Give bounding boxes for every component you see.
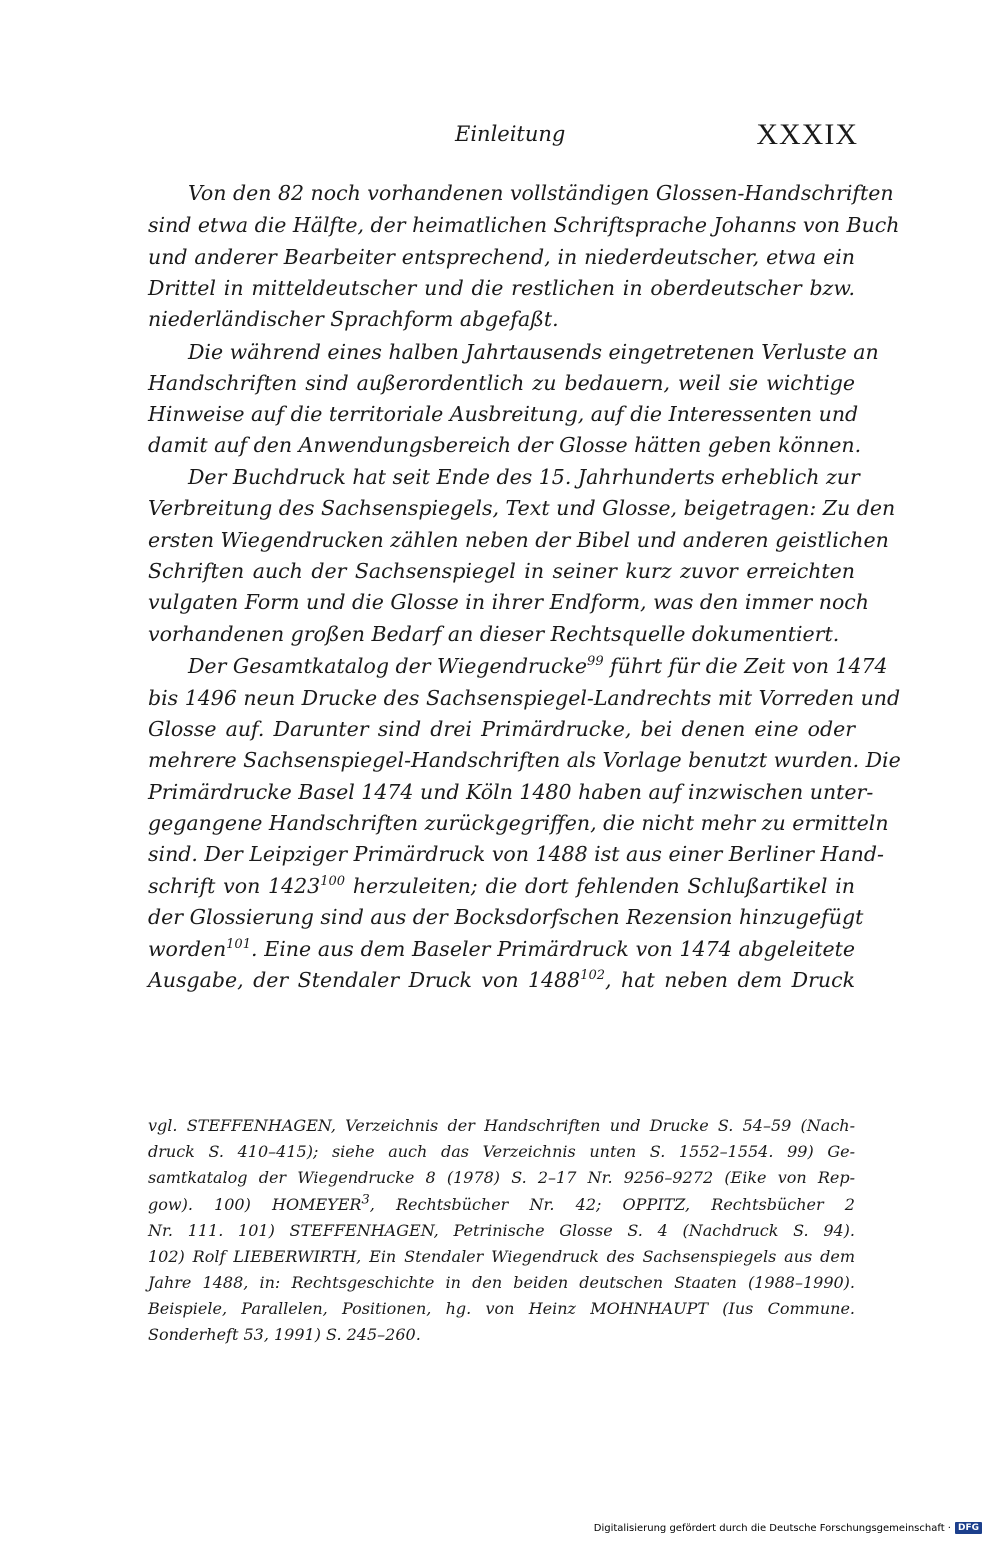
body-line: Von den 82 noch vorhandenen vollständigen Glossen-Handschriften xyxy=(188,181,894,205)
body-line xyxy=(148,871,855,902)
text-run: Der Gesamtkatalog der Wiegendrucke xyxy=(188,654,588,678)
text-run: , hat neben dem Druck xyxy=(605,968,855,992)
text-run: worden xyxy=(148,937,227,961)
text-run: schrift von 1423 xyxy=(148,874,321,898)
body-line: vorhandenen großen Bedarf an dieser Rechtsquelle dokumentiert. xyxy=(148,622,840,646)
body-line: Handschriften sind außerordentlich zu bedauern, weil sie wichtige xyxy=(148,371,855,395)
footnote-ref: 102 xyxy=(580,968,606,984)
body-line: Schriften auch der Sachsenspiegel in seiner kurz zuvor erreichten xyxy=(148,559,855,583)
body-line: der Glossierung sind aus der Bocksdorfschen Rezension hinzugefügt xyxy=(148,905,864,929)
body-line: Die während eines halben Jahrtausends eingetretenen Verluste an xyxy=(188,340,879,364)
digitization-credit xyxy=(594,1522,982,1534)
body-line: vulgaten Form und die Glosse in ihrer Endform, was den immer noch xyxy=(148,590,869,614)
body-line: bis 1496 neun Drucke des Sachsenspiegel-Landrechts mit Vorreden und xyxy=(148,686,901,710)
body-line xyxy=(148,934,855,965)
footnote-line: Beispiele, Parallelen, Positionen, hg. von Heinz MOHNHAUPT (Ius Commune. xyxy=(148,1299,855,1318)
page-number: XXXIX xyxy=(756,118,858,151)
body-line: Verbreitung des Sachsenspiegels, Text und Glosse, beigetragen: Zu den xyxy=(148,496,896,520)
body-line: mehrere Sachsenspiegel-Handschriften als Vorlage benutzt wurden. Die xyxy=(148,748,901,772)
body-line: Glosse auf. Darunter sind drei Primärdrucke, bei denen eine oder xyxy=(148,717,855,741)
body-line: Hinweise auf die territoriale Ausbreitung, auf die Interessenten und xyxy=(148,402,859,426)
credit-text: Digitalisierung gefördert durch die Deutsche Forschungsgemeinschaft · xyxy=(593,1522,951,1534)
text-run: , Rechtsbücher Nr. 42; OPPITZ, Rechtsbücher 2 xyxy=(369,1195,855,1214)
text-run: gow). 100) HOMEYER xyxy=(148,1195,362,1214)
body-line: Der Buchdruck hat seit Ende des 15. Jahrhunderts erheblich zur xyxy=(188,465,860,489)
footnote-line: vgl. STEFFENHAGEN, Verzeichnis der Handschriften und Drucke S. 54–59 (Nach- xyxy=(148,1116,855,1135)
body-line: sind etwa die Hälfte, der heimatlichen Schriftsprache Johanns von Buch xyxy=(148,213,900,237)
footnote-line: 102) Rolf LIEBERWIRTH, Ein Stendaler Wiegendruck des Sachsenspiegels aus dem xyxy=(148,1247,855,1266)
body-line: niederländischer Sprachform abgefaßt. xyxy=(148,307,559,331)
body-line: sind. Der Leipziger Primärdruck von 1488 ist aus einer Berliner Hand- xyxy=(148,842,884,866)
page-header xyxy=(148,118,858,158)
dfg-logo: DFG xyxy=(955,1522,982,1534)
footnote-line: Jahre 1488, in: Rechtsgeschichte in den beiden deutschen Staaten (1988–1990). xyxy=(148,1273,855,1292)
body-line: gegangene Handschriften zurückgegriffen, die nicht mehr zu ermitteln xyxy=(148,811,889,835)
footnote-ref: 101 xyxy=(226,937,251,953)
footnote-line: Sonderheft 53, 1991) S. 245–260. xyxy=(148,1325,421,1344)
text-run: führt für die Zeit von 1474 xyxy=(603,654,888,678)
body-line: Drittel in mitteldeutscher und die restlichen in oberdeutscher bzw. xyxy=(148,276,855,300)
body-line: damit auf den Anwendungsbereich der Glosse hätten geben können. xyxy=(148,433,862,457)
footnote-line xyxy=(148,1192,855,1218)
footnote-ref: 100 xyxy=(320,874,346,890)
body-line xyxy=(188,651,888,682)
text-run: Ausgabe, der Stendaler Druck von 1488 xyxy=(148,968,581,992)
body-line xyxy=(148,965,855,996)
footnote-line: Nr. 111. 101) STEFFENHAGEN, Petrinische Glosse S. 4 (Nachdruck S. 94). xyxy=(148,1221,855,1240)
footnote-ref: 99 xyxy=(587,654,604,670)
text-run: . Eine aus dem Baseler Primärdruck von 1474 abgeleitete xyxy=(250,937,855,961)
footnote-sup: 3 xyxy=(361,1192,370,1208)
body-line: Primärdrucke Basel 1474 und Köln 1480 haben auf inzwischen unter- xyxy=(148,780,874,804)
body-line: und anderer Bearbeiter entsprechend, in niederdeutscher, etwa ein xyxy=(148,245,855,269)
running-title: Einleitung xyxy=(455,122,566,146)
body-line: ersten Wiegendrucken zählen neben der Bibel und anderen geistlichen xyxy=(148,528,889,552)
footnote-line: druck S. 410–415); siehe auch das Verzeichnis unten S. 1552–1554. 99) Ge- xyxy=(148,1142,855,1161)
text-run: herzuleiten; die dort fehlenden Schlußartikel in xyxy=(345,874,855,898)
footnote-line: samtkatalog der Wiegendrucke 8 (1978) S. 2–17 Nr. 9256–9272 (Eike von Rep- xyxy=(148,1168,855,1187)
